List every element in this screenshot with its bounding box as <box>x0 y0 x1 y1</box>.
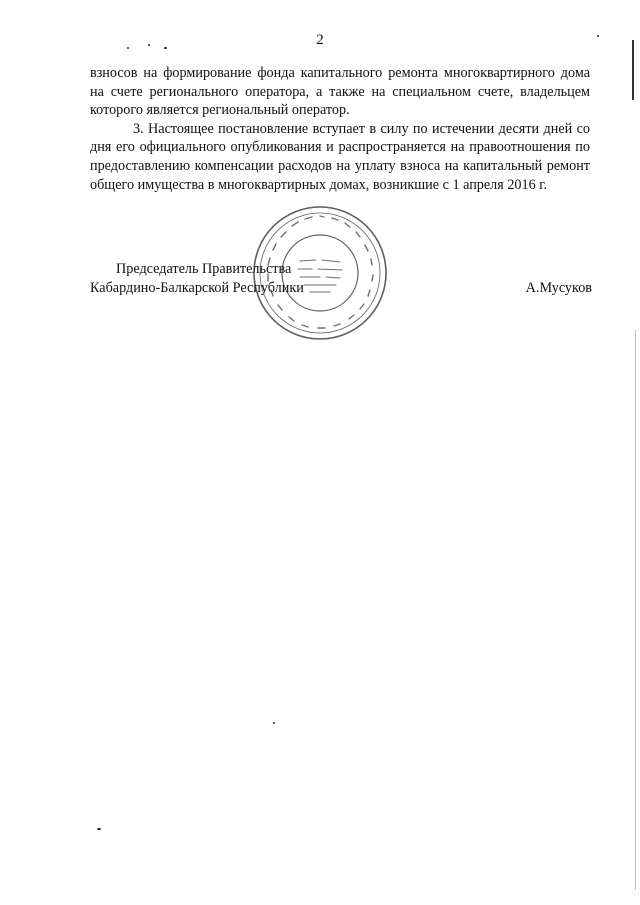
scan-speck <box>273 722 275 724</box>
scan-edge-mark <box>635 330 636 890</box>
body-text <box>90 64 590 194</box>
scan-speck <box>164 47 167 49</box>
signatory-title-line2: Кабардино-Балкарской Республики <box>90 279 304 296</box>
paragraph-effective-date: 3. Настоящее постановление вступает в силу по истечении десяти дней со дня его официального опубликования и распространяется на правоотношения по предоставлению компенсации расходов на уплату взноса на капитальный ремонт общего имущества в многоквартирных домах, возникшие с 1 апреля 2016 г. <box>90 120 590 193</box>
page-number: 2 <box>316 32 324 48</box>
scan-speck <box>597 35 599 37</box>
signatory-name: А.Мусуков <box>525 280 592 296</box>
scan-speck <box>97 828 101 830</box>
paragraph-continuation: взносов на формирование фонда капитального ремонта многоквартирного дома на счете регионального оператора, а также на специальном счете, владельцем которого является региональный оператор. <box>90 65 590 119</box>
scan-edge-mark <box>632 40 634 100</box>
scan-speck <box>148 44 150 46</box>
signatory-title <box>90 260 350 297</box>
scan-speck <box>127 47 129 49</box>
signatory-title-line1: Председатель Правительства <box>116 261 292 277</box>
